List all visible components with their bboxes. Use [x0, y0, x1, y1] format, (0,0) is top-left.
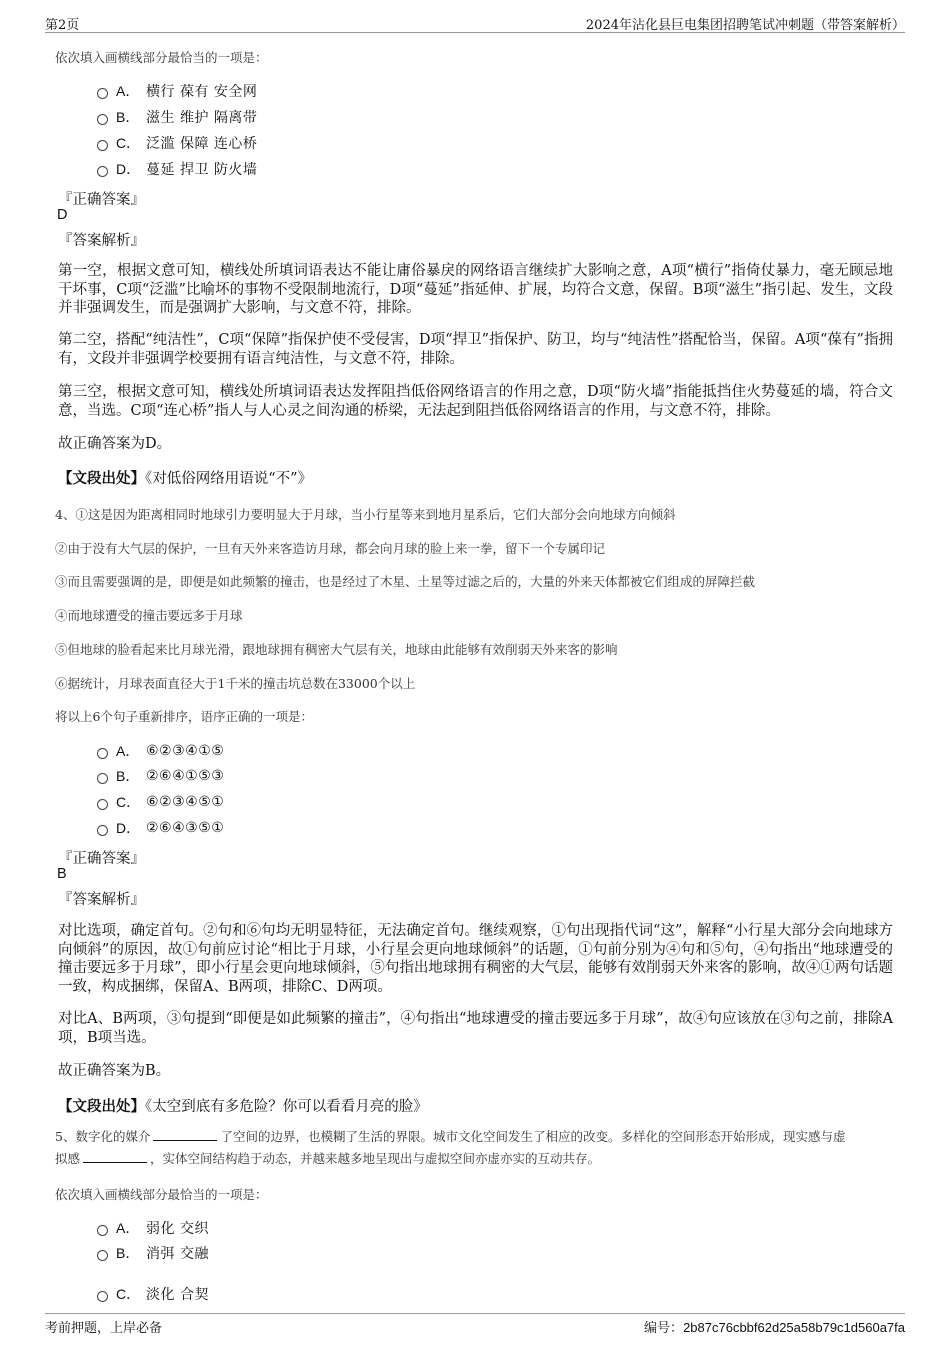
- fill-blank-2: [83, 1150, 147, 1163]
- q5-stem-part-2: 了空间的边界，也模糊了生活的界限。城市文化空间发生了相应的改变。多样化的空间形态开始形成，现实感与虚: [220, 1129, 846, 1144]
- option-text: 滋生 维护 隔离带: [146, 110, 258, 126]
- option-text: ②⑥④③⑤①: [146, 820, 225, 836]
- q3-answer-label: 『正确答案』: [58, 192, 145, 208]
- radio-icon[interactable]: [97, 773, 108, 784]
- q4-analysis-para-2: 对比A、B两项，③句提到“即便是如此频繁的撞击”，④句指出“地球遭受的撞击要远多于月球”，故④句应该放在③句之前，排除A项，B项当选。: [58, 1011, 893, 1046]
- q5-stem: [55, 1126, 905, 1170]
- q4-answer-label: 『正确答案』: [58, 851, 145, 867]
- radio-icon[interactable]: [97, 140, 108, 151]
- serial-label: 编号：: [644, 1320, 684, 1335]
- option-text: 弱化 交织: [146, 1221, 209, 1237]
- source-label: 【文段出处】: [58, 1098, 145, 1115]
- page-header: [45, 12, 905, 33]
- q4-sentence-3: ③而且需要强调的是，即便是如此频繁的撞击，也是经过了木星、土星等过滤之后的，大量的外来天体都被它们组成的屏障拦截: [55, 574, 756, 589]
- option-letter: C．: [116, 135, 141, 151]
- q4-sentence-1: 4、①这是因为距离相同时地球引力要明显大于月球，当小行星等来到地月星系后，它们大部分会向地球方向倾斜: [55, 507, 676, 522]
- q3-option-a[interactable]: [97, 81, 257, 101]
- radio-icon[interactable]: [97, 114, 108, 125]
- q5-option-b[interactable]: [97, 1243, 209, 1263]
- q5-stem-part-4: ，实体空间结构趋于动态，并越来越多地呈现出与虚拟空间亦虚亦实的互动共存。: [150, 1151, 601, 1166]
- q3-analysis-conclusion: 故正确答案为D。: [58, 436, 172, 452]
- q5-stem-part-3: 拟感: [55, 1151, 81, 1166]
- q5-stem-part-1: 5、数字化的媒介: [55, 1129, 151, 1144]
- radio-icon[interactable]: [97, 799, 108, 810]
- footer-slogan: 考前押题，上岸必备: [45, 1321, 163, 1336]
- document-title: 2024年沾化县巨电集团招聘笔试冲刺题（带答案解析）: [585, 18, 905, 33]
- q3-source: [58, 467, 312, 488]
- radio-icon[interactable]: [97, 748, 108, 759]
- q3-answer: D: [57, 207, 68, 223]
- option-letter: C．: [116, 1286, 141, 1302]
- q4-answer: B: [57, 866, 67, 882]
- radio-icon[interactable]: [97, 825, 108, 836]
- option-letter: B．: [116, 1245, 140, 1261]
- option-text: 蔓延 捍卫 防火墙: [146, 162, 258, 178]
- q4-sentence-4: ④而地球遭受的撞击要远多于月球: [55, 608, 243, 623]
- option-letter: D．: [116, 820, 141, 836]
- option-letter: D．: [116, 161, 141, 177]
- option-letter: C．: [116, 794, 141, 810]
- serial-code: 2b87c76cbbf62d25a58b79c1d560a7fa: [683, 1320, 905, 1335]
- q4-option-d[interactable]: [97, 818, 224, 838]
- source-title: 《对低俗网络用语说“不”》: [145, 471, 313, 487]
- radio-icon[interactable]: [97, 1225, 108, 1236]
- q4-option-b[interactable]: [97, 766, 224, 786]
- fill-blank-1: [153, 1128, 217, 1141]
- option-text: 横行 葆有 安全网: [146, 84, 258, 100]
- radio-icon[interactable]: [97, 166, 108, 177]
- source-label: 【文段出处】: [58, 470, 145, 487]
- radio-icon[interactable]: [97, 1250, 108, 1261]
- page-number: 第2页: [45, 18, 80, 33]
- q3-analysis-label: 『答案解析』: [58, 233, 145, 249]
- radio-icon[interactable]: [97, 88, 108, 99]
- q4-analysis-para-1: 对比选项，确定首句。②句和⑥句均无明显特征，无法确定首句。继续观察，①句出现指代词“这”，解释“小行星大部分会向地球方向倾斜”的原因，故①句前应讨论“相比于月球，小行星会更向地球倾斜”的话题，①句前分别为④句和⑤句，④句指出“地球遭受的撞击要远多于月球”，即小行星会更向地球倾斜，⑤句指出地球拥有稠密的大气层，能够有效削弱天外来客的影响，故④①两句话题一致，构成捆绑，保留A、B两项，排除C、D两项。: [58, 923, 893, 995]
- q3-analysis-para-2: 第二空，搭配“纯洁性”，C项“保障”指保护使不受侵害，D项“捍卫”指保护、防卫，均与“纯洁性”搭配恰当，保留。A项“葆有”指拥有，文段并非强调学校要拥有语言纯洁性，与文意不符，排除。: [58, 332, 893, 367]
- q3-prompt: 依次填入画横线部分最恰当的一项是：: [55, 50, 268, 65]
- q5-option-a[interactable]: [97, 1218, 209, 1238]
- q4-option-a[interactable]: [97, 741, 224, 761]
- q4-sentence-5: ⑤但地球的脸看起来比月球光滑，跟地球拥有稠密大气层有关，地球由此能够有效削弱天外来客的影响: [55, 642, 618, 657]
- q4-sentence-2: ②由于没有大气层的保护，一旦有天外来客造访月球，都会向月球的脸上来一拳，留下一个专属印记: [55, 541, 606, 556]
- radio-icon[interactable]: [97, 1291, 108, 1302]
- option-letter: B．: [116, 109, 140, 125]
- q3-option-b[interactable]: [97, 107, 257, 127]
- q4-source: [58, 1095, 428, 1116]
- q3-analysis-para-3: 第三空，根据文意可知，横线处所填词语表达发挥阻挡低俗网络语言的作用之意，D项“防火墙”指能抵挡住火势蔓延的墙，符合文意，当选。C项“连心桥”指人与人心灵之间沟通的桥梁，无法起到阻挡低俗网络语言的作用，与文意不符，排除。: [58, 384, 893, 419]
- q4-analysis-conclusion: 故正确答案为B。: [58, 1063, 171, 1079]
- q5-prompt: 依次填入画横线部分最恰当的一项是：: [55, 1187, 268, 1202]
- footer-serial: [644, 1317, 905, 1336]
- q4-analysis-label: 『答案解析』: [58, 892, 145, 908]
- source-title: 《太空到底有多危险？你可以看看月亮的脸》: [145, 1099, 428, 1115]
- option-letter: A．: [116, 743, 140, 759]
- option-text: 消弭 交融: [146, 1246, 209, 1262]
- q3-analysis-para-1: 第一空，根据文意可知，横线处所填词语表达不能让庸俗暴戾的网络语言继续扩大影响之意，A项“横行”指倚仗暴力，毫无顾忌地干坏事，C项“泛滥”比喻坏的事物不受限制地流行，D项“蔓延”指延伸、扩展，均符合文意，保留。B项“滋生”指引起、发生，文段并非强调发生，而是强调扩大影响，与文意不符，排除。: [58, 263, 893, 316]
- q4-option-c[interactable]: [97, 792, 224, 812]
- q4-sentence-6: ⑥据统计，月球表面直径大于1千米的撞击坑总数在33000个以上: [55, 676, 416, 691]
- option-text: 淡化 合契: [146, 1287, 209, 1303]
- option-letter: B．: [116, 768, 140, 784]
- option-letter: A．: [116, 83, 140, 99]
- q3-option-c[interactable]: [97, 133, 257, 153]
- option-letter: A．: [116, 1220, 140, 1236]
- page-footer: [45, 1313, 905, 1336]
- option-text: ⑥②③④⑤①: [146, 794, 225, 810]
- option-text: ⑥②③④①⑤: [146, 743, 225, 759]
- q4-prompt: 将以上6个句子重新排序，语序正确的一项是：: [55, 709, 313, 724]
- option-text: ②⑥④①⑤③: [146, 768, 225, 784]
- q3-option-d[interactable]: [97, 159, 257, 179]
- q5-option-c[interactable]: [97, 1284, 209, 1304]
- option-text: 泛滥 保障 连心桥: [146, 136, 258, 152]
